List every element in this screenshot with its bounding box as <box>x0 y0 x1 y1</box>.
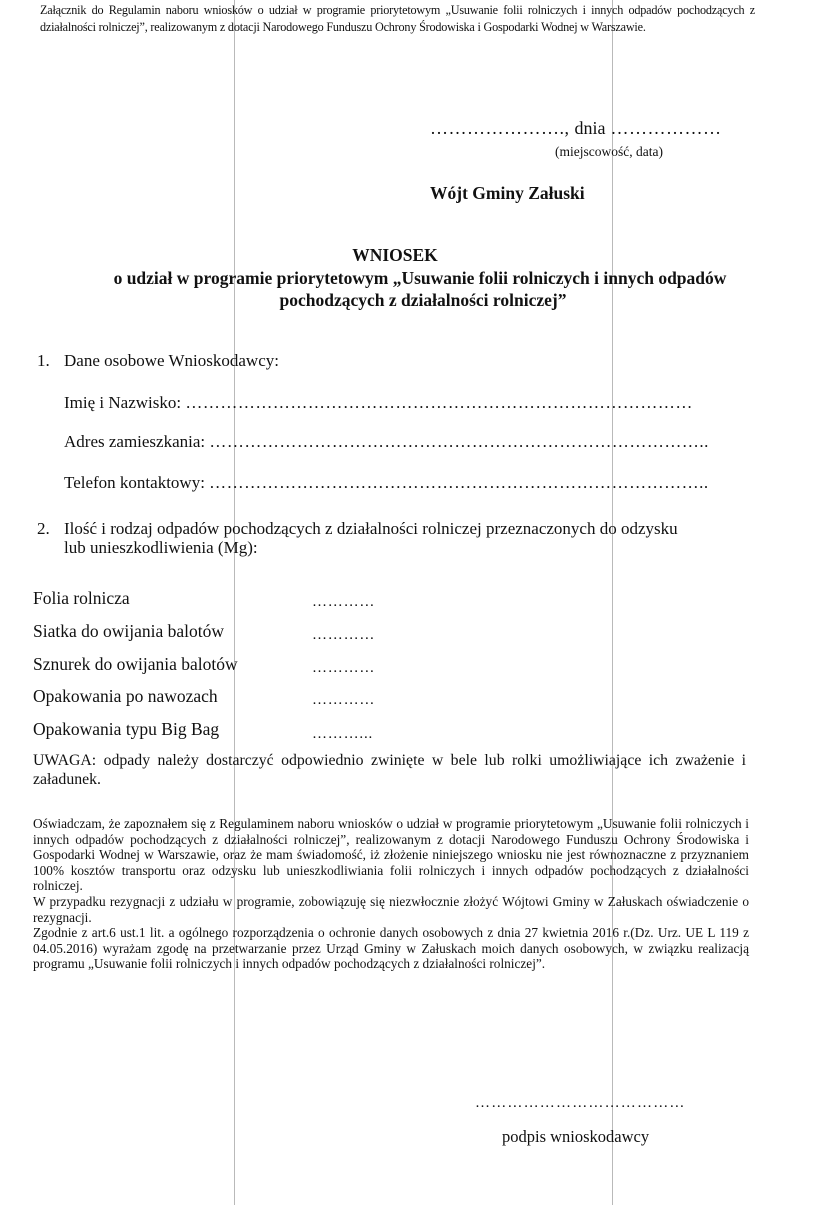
name-input[interactable]: …………………………………………………………………………… <box>185 393 693 412</box>
phone-input[interactable]: ………………………………………………………………………….. <box>209 473 709 492</box>
name-field-row <box>64 393 693 413</box>
dnia-label: dnia <box>574 118 606 138</box>
waste-item-input-net[interactable]: ………… <box>312 627 376 643</box>
waste-item-label-net: Siatka do owijania balotów <box>33 621 225 641</box>
signature-field[interactable]: ………………………………… <box>475 1095 686 1111</box>
phone-label: Telefon kontaktowy: <box>64 473 205 492</box>
scan-artifact-line-left <box>234 0 235 1205</box>
document-title: WNIOSEK <box>352 245 438 265</box>
subtitle-line-2: pochodzących z działalności rolniczej” <box>279 290 567 310</box>
attachment-note: Załącznik do Regulamin naboru wniosków o udział w programie priorytetowym „Usuwanie folii rolniczych i innych odpadów pochodzących z działalności rolniczej”, realizowanym z dotacji Narodowego Funduszu Ochrony Środowiska i Gospodarki Wodnej w Warszawie. <box>40 3 755 34</box>
address-field-row <box>64 432 709 452</box>
signature-caption: podpis wnioskodawcy <box>502 1127 650 1146</box>
waste-item-input-twine[interactable]: ………… <box>312 660 376 676</box>
section-1-heading: Dane osobowe Wnioskodawcy: <box>64 351 279 370</box>
section-2-heading-line-1: Ilość i rodzaj odpadów pochodzących z działalności rolniczej przeznaczonych do odzysku <box>64 519 678 538</box>
date-field[interactable]: ……………… <box>605 118 722 138</box>
section-2-heading-line-2: lub unieszkodliwienia (Mg): <box>64 538 258 557</box>
waste-item-label-foil: Folia rolnicza <box>33 588 130 608</box>
waste-item-input-fertilizer-packaging[interactable]: ………… <box>312 692 376 708</box>
note-paragraph: UWAGA: odpady należy dostarczyć odpowiednio zwinięte w bele lub rolki umożliwiające ich zważenie i załadunek. <box>33 752 746 788</box>
place-date-caption: (miejscowość, data) <box>555 144 663 159</box>
section-2-heading <box>64 519 678 557</box>
addressee: Wójt Gminy Załuski <box>430 183 585 203</box>
declaration-paragraph-3: Zgodnie z art.6 ust.1 lit. a ogólnego rozporządzenia o ochronie danych osobowych z dnia 27 kwietnia 2016 r.(Dz. Urz. UE L 119 z 04.05.2016) wyrażam zgodę na przetwarzanie przez Urząd Gminy w Załuskach moich danych osobowych, w związku realizacją programu „Usuwanie folii rolniczych i innych odpadów pochodzących z działalności rolniczej”. <box>33 925 749 972</box>
waste-item-label-big-bag: Opakowania typu Big Bag <box>33 719 220 739</box>
document-subtitle <box>55 267 785 311</box>
declaration-paragraph-1: Oświadczam, że zapoznałem się z Regulaminem naboru wniosków o udział w programie priorytetowym „Usuwanie folii rolniczych i innych odpadów pochodzących z działalności rolniczej”, realizowanym z dotacji Narodowego Funduszu Ochrony Środowiska i Gospodarki Wodnej w Warszawie, oraz że mam świadomość, iż złożenie niniejszego wniosku nie jest równoznaczne z przyznaniem 100% kosztów transportu oraz odzysku lub unieszkodliwiania folii rolniczych i innych odpadów pochodzących z działalności rolniczej. <box>33 816 749 894</box>
section-2-number: 2. <box>37 519 50 538</box>
place-date-line <box>430 118 722 139</box>
section-1-number: 1. <box>37 351 50 370</box>
phone-field-row <box>64 473 709 493</box>
subtitle-line-1: o udział w programie priorytetowym „Usuwanie folii rolniczych i innych odpadów <box>113 268 727 288</box>
address-label: Adres zamieszkania: <box>64 432 206 451</box>
waste-item-label-fertilizer-packaging: Opakowania po nawozach <box>33 686 218 706</box>
place-field[interactable]: …………………., <box>430 118 575 138</box>
declaration-paragraph-2: W przypadku rezygnacji z udziału w programie, zobowiązuję się niezwłocznie złożyć Wójtowi Gminy w Załuskach oświadczenie o rezygnacji. <box>33 893 749 925</box>
waste-item-input-foil[interactable]: ………… <box>312 594 376 610</box>
name-label: Imię i Nazwisko: <box>64 393 182 412</box>
waste-item-label-twine: Sznurek do owijania balotów <box>33 654 238 674</box>
waste-item-input-big-bag[interactable]: ………... <box>312 726 374 742</box>
scan-artifact-line-right <box>612 0 613 1205</box>
declaration <box>33 816 749 972</box>
address-input[interactable]: ………………………………………………………………………….. <box>209 432 709 451</box>
